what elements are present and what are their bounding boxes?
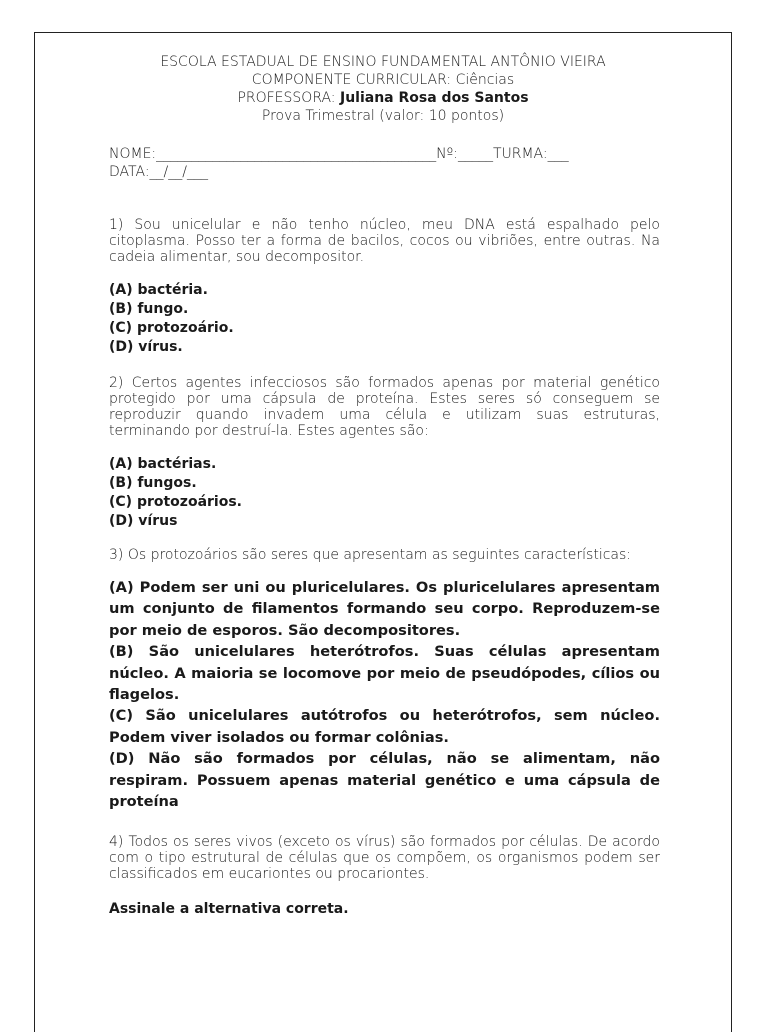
date-blank[interactable]: __/__/___ (149, 164, 208, 180)
question-2-text: 2) Certos agentes infecciosos são formados apenas por material genético protegido por uma cápsula de proteína. Estes seres só conseguem se reproduzir quando invadem uma célula e utilizam suas estruturas, terminando por destruí-la. Estes agentes são: (109, 375, 660, 439)
question-1-option-a[interactable]: (A) bactéria. (109, 282, 208, 298)
date-row (109, 163, 660, 181)
date-label: DATA: (109, 164, 150, 180)
question-3-option-c[interactable]: (C) São unicelulares autótrofos ou heterótrofos, sem núcleo. Podem viver isolados ou formar colônias. (109, 707, 660, 746)
name-label: NOME: (109, 146, 157, 162)
question-3-option-a[interactable]: (A) Podem ser uni ou pluricelulares. Os pluricelulares apresentam um conjunto de filamentos formando seu corpo. Reproduzem-se por meio de esporos. São decompositores. (109, 579, 660, 639)
question-4-instruction: Assinale a alternativa correta. (109, 901, 349, 918)
teacher-label: PROFESSORA: (237, 90, 340, 106)
exam-header (35, 53, 731, 125)
teacher-line (35, 89, 731, 107)
question-4-text: 4) Todos os seres vivos (exceto os vírus) são formados por células. De acordo com o tipo estrutural de células que os compõem, os organismos podem ser classificados em eucariontes ou procariontes. (109, 834, 660, 883)
question-3-options (109, 577, 660, 812)
question-2-option-c[interactable]: (C) protozoários. (109, 494, 242, 510)
question-2-options (109, 455, 660, 531)
question-2-option-b[interactable]: (B) fungos. (109, 475, 197, 491)
student-fields-row (109, 145, 660, 163)
question-1-option-c[interactable]: (C) protozoário. (109, 320, 234, 336)
number-blank[interactable]: _____ (457, 146, 493, 162)
name-blank[interactable]: ________________________________________ (156, 146, 437, 162)
subject-line: COMPONENTE CURRICULAR: Ciências (251, 72, 515, 88)
class-label: TURMA: (492, 146, 548, 162)
number-label: Nº: (436, 146, 458, 162)
question-3-option-b[interactable]: (B) São unicelulares heterótrofos. Suas células apresentam núcleo. A maioria se locomove por meio de pseudópodes, cílios ou flagelos. (109, 643, 660, 704)
exam-content (109, 145, 660, 918)
question-1-options (109, 281, 660, 357)
teacher-name: Juliana Rosa dos Santos (339, 90, 529, 106)
question-1-option-d[interactable]: (D) vírus. (109, 339, 183, 355)
question-2-option-d[interactable]: (D) vírus (109, 513, 178, 529)
question-3-option-d[interactable]: (D) Não são formados por células, não se alimentam, não respiram. Possuem apenas material genético e uma cápsula de proteína (109, 750, 660, 811)
class-blank[interactable]: ___ (547, 146, 569, 162)
exam-title: Prova Trimestral (valor: 10 pontos) (261, 108, 505, 124)
school-name: ESCOLA ESTADUAL DE ENSINO FUNDAMENTAL ANTÔNIO VIEIRA (160, 54, 606, 70)
question-1-text: 1) Sou unicelular e não tenho núcleo, meu DNA está espalhado pelo citoplasma. Posso ter a forma de bacilos, cocos ou vibriões, entre outras. Na cadeia alimentar, sou decompositor. (109, 217, 660, 265)
question-3-text: 3) Os protozoários são seres que apresentam as seguintes características: (109, 547, 632, 563)
question-1-option-b[interactable]: (B) fungo. (109, 301, 189, 317)
question-2-option-a[interactable]: (A) bactérias. (109, 456, 217, 472)
exam-page (34, 32, 732, 1032)
